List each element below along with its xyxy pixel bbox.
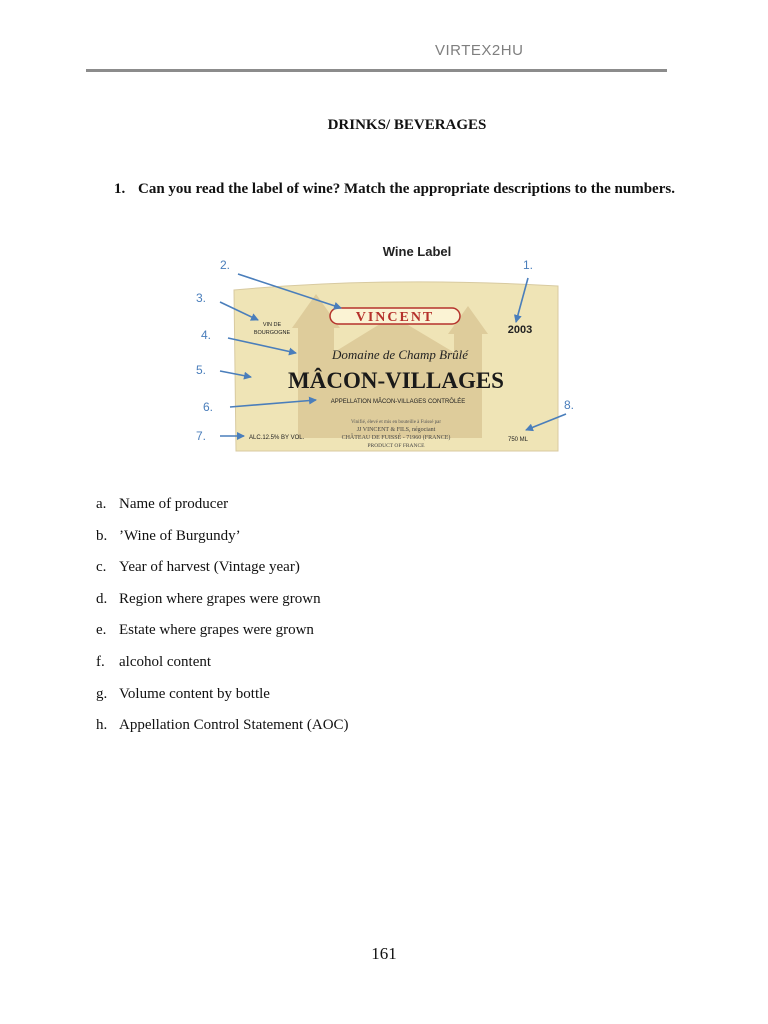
item-text: Year of harvest (Vintage year) [119,559,300,576]
question-text: Can you read the label of wine? Match the appropriate descriptions to the numbers. [138,181,675,197]
item-letter: d. [96,590,108,607]
item-letter: c. [96,559,107,576]
label-bottler-line-1: Vinifié, élevé et mis en bouteille à Fuissé par [350,420,442,425]
item-letter: b. [96,527,108,544]
label-aoc: APPELLATION MÂCON-VILLAGES CONTRÔLÉE [330,399,466,405]
wine-label-figure [178,236,592,456]
page-number: 161 [371,944,397,963]
label-bottler-line-4: PRODUCT OF FRANCE [367,443,425,449]
label-region-line-1: VIN DE [262,322,282,328]
callout-5: 5. [196,363,207,377]
question-1 [114,179,676,199]
item-text: Region where grapes were grown [119,590,321,607]
item-text: Estate where grapes were grown [119,622,314,639]
item-letter: f. [96,653,105,670]
callout-3: 3. [196,291,207,305]
item-letter: h. [96,717,108,734]
section-title: DRINKS/ BEVERAGES [327,117,487,133]
label-bottler-line-2: JJ VINCENT & FILS, négociant [356,427,436,433]
callout-2: 2. [220,258,231,272]
item-letter: g. [96,685,108,702]
label-alcohol: ALC.12.5% BY VOL. [249,435,305,441]
label-appellation: MÂCON-VILLAGES [288,368,504,393]
item-text: ’Wine of Burgundy’ [119,527,241,544]
figure-title: Wine Label [382,244,452,259]
label-vintage: 2003 [507,324,533,336]
item-text: Appellation Control Statement (AOC) [119,717,349,734]
header-brand: VIRTEX2HU [435,42,524,59]
item-text: alcohol content [119,653,212,670]
wine-label-diagram [178,236,592,456]
label-producer: VINCENT [355,310,435,325]
question-number: 1. [114,181,126,197]
label-bottler-line-3: CHÂTEAU DE FUISSÉ - 71960 (FRANCE) [341,435,451,441]
callout-1: 1. [523,258,534,272]
header-rule [86,69,667,72]
callout-6: 6. [203,400,214,414]
item-text: Name of producer [119,496,229,512]
label-estate: Domaine de Champ Brûlé [331,347,469,362]
label-region-line-2: BOURGOGNE [253,330,291,336]
callout-7: 7. [196,429,207,443]
callout-4: 4. [201,328,212,342]
label-volume: 750 ML [508,437,529,443]
item-letter: a. [96,496,107,512]
item-text: Volume content by bottle [119,685,270,702]
callout-8: 8. [564,398,575,412]
item-letter: e. [96,622,107,639]
